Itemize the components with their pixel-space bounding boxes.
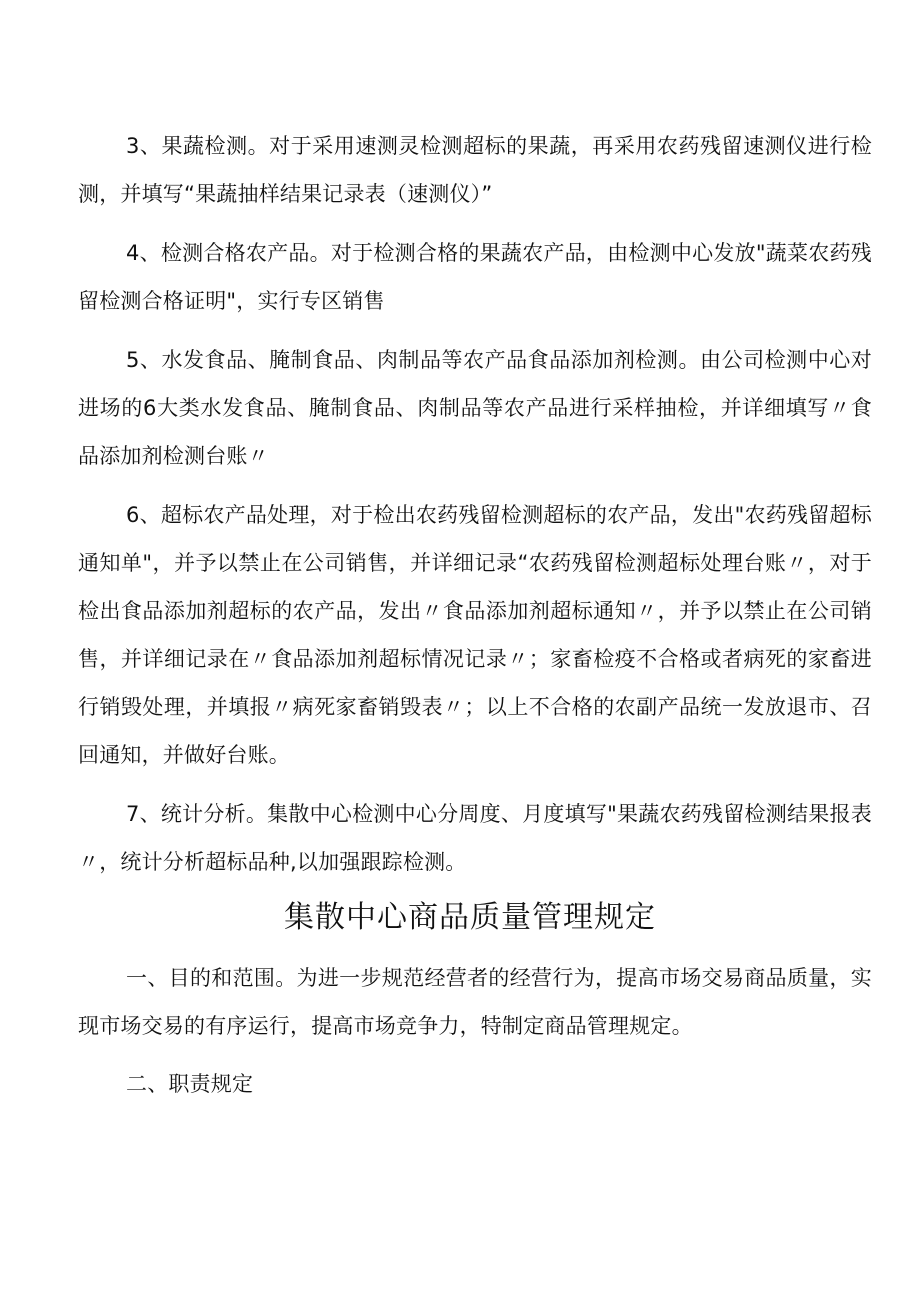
paragraph-item-3: 3、果蔬检测。对于采用速测灵检测超标的果蔬，再采用农药残留速测仪进行检测，并填写“果蔬抽样结果记录表（速测仪）” [78,134,872,206]
inspection-procedures-section [78,122,872,886]
paragraph-item-7: 7、统计分析。集散中心检测中心分周度、月度填写"果蔬农药残留检测结果报表〃，统计分析超标品种,以加强跟踪检测。 [78,802,872,874]
paragraph-item-6: 6、超标农产品处理，对于检出农药残留检测超标的农产品，发出"农药残留超标通知单"，并予以禁止在公司销售，并详细记录“农药残留检测超标处理台账〃，对于检出食品添加剂超标的农产品，发出〃食品添加剂超标通知〃，并予以禁止在公司销售，并详细记录在〃食品添加剂超标情况记录〃；家畜检疫不合格或者病死的家畜进行销毁处理，并填报〃病死家畜销毁表〃；以上不合格的农副产品统一发放退市、召回通知，并做好台账。 [78,503,872,767]
paragraph-purpose-scope: 一、目的和范围。为进一步规范经营者的经营行为，提高市场交易商品质量，实现市场交易的有序运行，提高市场竞争力，特制定商品管理规定。 [78,966,872,1038]
paragraph-item-5: 5、水发食品、腌制食品、肉制品等农产品食品添加剂检测。由公司检测中心对进场的6大类水发食品、腌制食品、肉制品等农产品进行采样抽检，并详细填写〃食品添加剂检测台账〃 [78,348,872,468]
document-title: 集散中心商品质量管理规定 [284,900,656,935]
quality-management-section [78,954,872,1108]
paragraph-responsibilities-heading: 二、职责规定 [126,1072,254,1096]
paragraph-item-4: 4、检测合格农产品。对于检测合格的果蔬农产品，由检测中心发放"蔬菜农药残留检测合格证明"，实行专区销售 [78,241,872,313]
